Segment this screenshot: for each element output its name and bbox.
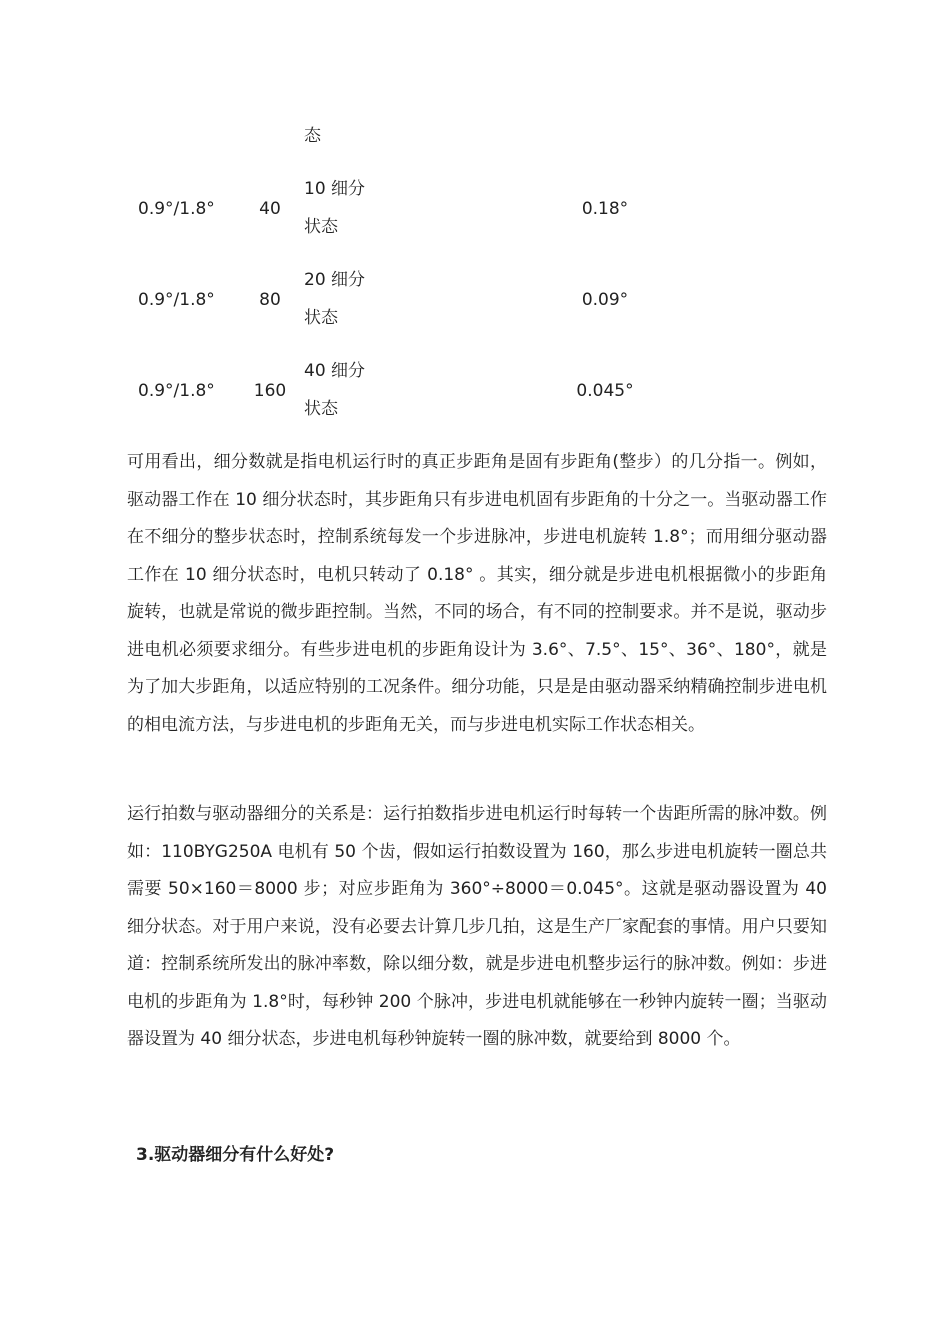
table-continued-cell: 态 — [304, 126, 321, 146]
step-angle-cell: 0.9°/1.8° — [138, 290, 215, 310]
mode-cell-line2: 状态 — [304, 399, 338, 419]
count-cell: 160 — [253, 381, 287, 401]
micro-step-cell: 0.09° — [581, 290, 629, 310]
step-angle-cell: 0.9°/1.8° — [138, 381, 215, 401]
micro-step-cell: 0.18° — [581, 199, 629, 219]
mode-cell-line2: 状态 — [304, 308, 338, 328]
body-paragraph: 运行拍数与驱动器细分的关系是：运行拍数指步进电机运行时每转一个齿距所需的脉冲数。例如：110BYG250A 电机有 50 个齿，假如运行拍数设置为 160，那么步进电机旋转一圈总共需要 50×160＝8000 步；对应步距角为 360°÷8000＝0.045°。这就是驱动器设置为 40 细分状态。对于用户来说，没有必要去计算几步几拍，这是生产厂家配套的事情。用户只要知道：控制系统所发出的脉冲率数，除以细分数，就是步进电机整步运行的脉冲数。例如：步进电机的步距角为 1.8°时，每秒钟 200 个脉冲，步进电机就能够在一秒钟内旋转一圈；当驱动器设置为 40 细分状态，步进电机每秒钟旋转一圈的脉冲数，就要给到 8000 个。 — [127, 804, 827, 1049]
table-row — [0, 261, 950, 341]
table-row — [0, 352, 950, 432]
step-angle-cell: 0.9°/1.8° — [138, 199, 215, 219]
mode-cell-line1: 40 细分 — [304, 361, 366, 381]
body-paragraph: 可用看出，细分数就是指电机运行时的真正步距角是固有步距角(整步）的几分指一。例如，驱动器工作在 10 细分状态时，其步距角只有步进电机固有步距角的十分之一。当驱动器工作在不细分的整步状态时，控制系统每发一个步进脉冲，步进电机旋转 1.8°；而用细分驱动器工作在 10 细分状态时，电机只转动了 0.18° 。其实，细分就是步进电机根据微小的步距角旋转，也就是常说的微步距控制。当然，不同的场合，有不同的控制要求。并不是说，驱动步进电机必须要求细分。有些步进电机的步距角设计为 3.6°、7.5°、15°、36°、180°，就是为了加大步距角，以适应特别的工况条件。细分功能，只是是由驱动器采纳精确控制步进电机的相电流方法，与步进电机的步距角无关，而与步进电机实际工作状态相关。 — [127, 452, 827, 735]
count-cell: 80 — [259, 290, 281, 310]
mode-cell-line1: 20 细分 — [304, 270, 366, 290]
count-cell: 40 — [259, 199, 281, 219]
mode-cell-line2: 状态 — [304, 217, 338, 237]
table-row — [0, 170, 950, 250]
micro-step-cell: 0.045° — [576, 381, 634, 401]
section-heading: 3.驱动器细分有什么好处? — [136, 1145, 335, 1165]
mode-cell-line1: 10 细分 — [304, 179, 366, 199]
